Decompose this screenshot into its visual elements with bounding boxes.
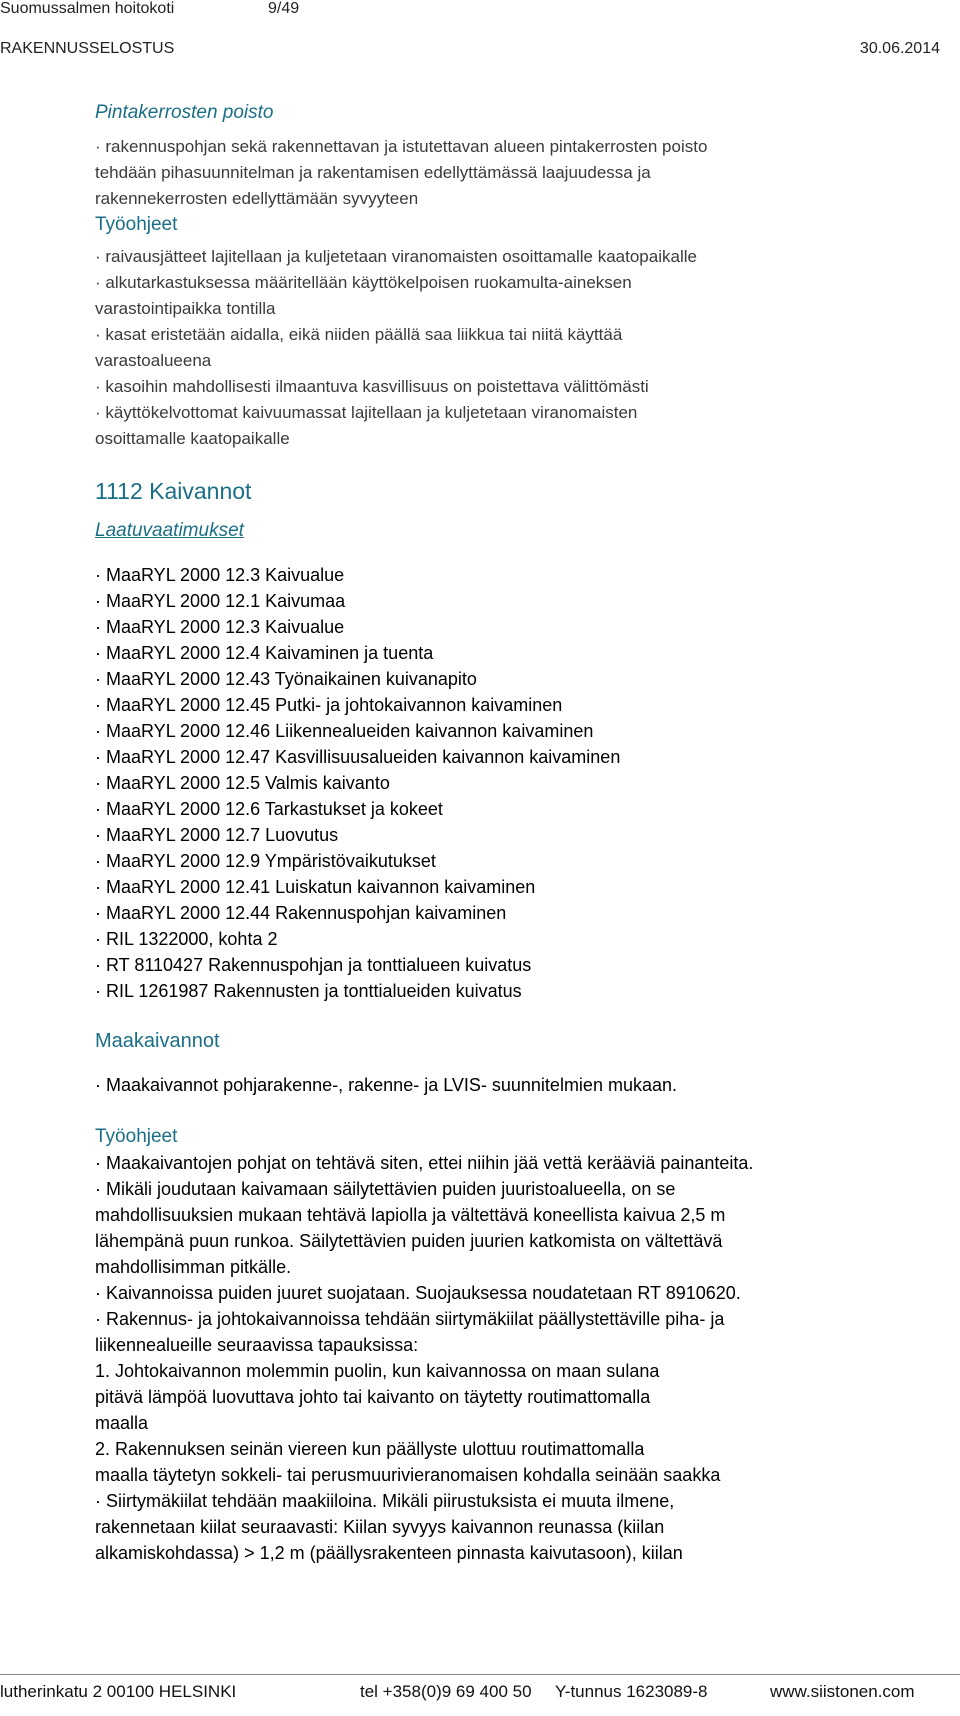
text-line: pitävä lämpöä luovuttava johto tai kaivanto on täytetty routimattomalla xyxy=(95,1387,651,1407)
text-line: · rakennuspohjan sekä rakennettavan ja istutettavan alueen pintakerrosten poisto xyxy=(95,137,708,156)
header-doc-type: RAKENNUSSELOSTUS xyxy=(0,40,175,57)
text-line: rakennekerrosten edellyttämään syvyyteen xyxy=(95,189,419,208)
text-line: · Rakennus- ja johtokaivannoissa tehdään siirtymäkiilat päällystettäville piha- ja xyxy=(95,1309,725,1329)
text-line: maalla xyxy=(95,1413,149,1433)
list-item: · MaaRYL 2000 12.5 Valmis kaivanto xyxy=(95,773,390,793)
section3-paragraph xyxy=(95,1150,915,1566)
section-title-pintakerrosten: Pintakerrosten poisto xyxy=(95,102,274,123)
list-item: · RT 8110427 Rakennuspohjan ja tonttialueen kuivatus xyxy=(95,955,532,975)
text-line: · Siirtymäkiilat tehdään maakiiloina. Mikäli piirustuksista ei muuta ilmene, xyxy=(95,1491,675,1511)
text-line: · Mikäli joudutaan kaivamaan säilytettävien puiden juuristoalueella, on se xyxy=(95,1179,676,1199)
text-line: · Kaivannoissa puiden juuret suojataan. Suojauksessa noudatetaan RT 8910620. xyxy=(95,1283,741,1303)
text-line: · raivausjätteet lajitellaan ja kuljetetaan viranomaisten osoittamalle kaatopaikalle xyxy=(95,247,697,266)
section3-subtitle: Työohjeet xyxy=(95,1126,178,1147)
text-line: · Maakaivantojen pohjat on tehtävä siten, ettei niihin jää vettä kerääviä painanteita. xyxy=(95,1153,754,1173)
text-line: mahdollisimman pitkälle. xyxy=(95,1257,292,1277)
standards-list xyxy=(95,562,915,1004)
section1-subtitle: Työohjeet xyxy=(95,214,178,235)
text-line: tehdään pihasuunnitelman ja rakentamisen edellyttämässä laajuudessa ja xyxy=(95,163,651,182)
list-item: · RIL 1322000, kohta 2 xyxy=(95,929,278,949)
list-item: · MaaRYL 2000 12.4 Kaivaminen ja tuenta xyxy=(95,643,434,663)
list-item: · MaaRYL 2000 12.3 Kaivualue xyxy=(95,565,345,585)
list-item: · RIL 1261987 Rakennusten ja tonttialueiden kuivatus xyxy=(95,981,522,1001)
header-date: 30.06.2014 xyxy=(859,40,940,57)
footer-phone: tel +358(0)9 69 400 50 xyxy=(360,1682,532,1701)
section2-subtitle: Laatuvaatimukset xyxy=(95,520,244,541)
list-item: · MaaRYL 2000 12.3 Kaivualue xyxy=(95,617,345,637)
section1-paragraph xyxy=(95,134,915,212)
section3-intro xyxy=(95,1072,915,1098)
list-item: · MaaRYL 2000 12.45 Putki- ja johtokaivannon kaivaminen xyxy=(95,695,563,715)
text-line: · kasat eristetään aidalla, eikä niiden päällä saa liikkua tai niitä käyttää xyxy=(95,325,623,344)
list-item: · MaaRYL 2000 12.9 Ympäristövaikutukset xyxy=(95,851,436,871)
section-title-kaivannot: 1112 Kaivannot xyxy=(95,478,252,504)
section1-work-list xyxy=(95,244,915,452)
text-line: lähempänä puun runkoa. Säilytettävien puiden juurien katkomista on vältettävä xyxy=(95,1231,723,1251)
footer-ytunnus: Y-tunnus 1623089-8 xyxy=(555,1682,708,1701)
text-line: mahdollisuuksien mukaan tehtävä lapiolla ja vältettävä koneellista kaivua 2,5 m xyxy=(95,1205,726,1225)
text-line: alkamiskohdassa) > 1,2 m (päällysrakenteen pinnasta kaivutasoon), kiilan xyxy=(95,1543,683,1563)
list-item: · MaaRYL 2000 12.7 Luovutus xyxy=(95,825,339,845)
text-line: varastoalueena xyxy=(95,351,212,370)
text-line: osoittamalle kaatopaikalle xyxy=(95,429,290,448)
text-line: rakennetaan kiilat seuraavasti: Kiilan syvyys kaivannon reunassa (kiilan xyxy=(95,1517,665,1537)
text-line: 2. Rakennuksen seinän viereen kun päällyste ulottuu routimattomalla xyxy=(95,1439,645,1459)
list-item: · MaaRYL 2000 12.41 Luiskatun kaivannon kaivaminen xyxy=(95,877,536,897)
text-line: · kasoihin mahdollisesti ilmaantuva kasvillisuus on poistettava välittömästi xyxy=(95,377,649,396)
text-line: · alkutarkastuksessa määritellään käyttökelpoisen ruokamulta-aineksen xyxy=(95,273,632,292)
list-item: · MaaRYL 2000 12.47 Kasvillisuusalueiden kaivannon kaivaminen xyxy=(95,747,621,767)
list-item: · MaaRYL 2000 12.46 Liikennealueiden kaivannon kaivaminen xyxy=(95,721,594,741)
text-line: liikennealueille seuraavissa tapauksissa: xyxy=(95,1335,419,1355)
footer-website[interactable]: www.siistonen.com xyxy=(770,1682,915,1701)
text-line: varastointipaikka tontilla xyxy=(95,299,276,318)
footer-address: lutherinkatu 2 00100 HELSINKI xyxy=(0,1682,237,1701)
footer-divider xyxy=(0,1674,960,1675)
text-line: · Maakaivannot pohjarakenne-, rakenne- ja LVIS- suunnitelmien mukaan. xyxy=(95,1075,677,1095)
list-item: · MaaRYL 2000 12.1 Kaivumaa xyxy=(95,591,346,611)
text-line: 1. Johtokaivannon molemmin puolin, kun kaivannossa on maan sulana xyxy=(95,1361,660,1381)
section-title-maakaivannot: Maakaivannot xyxy=(95,1030,220,1052)
document-body xyxy=(95,100,915,1566)
text-line: · käyttökelvottomat kaivuumassat lajitellaan ja kuljetetaan viranomaisten xyxy=(95,403,638,422)
list-item: · MaaRYL 2000 12.6 Tarkastukset ja kokeet xyxy=(95,799,443,819)
header-project: Suomussalmen hoitokoti xyxy=(0,0,175,17)
header-page-number: 9/49 xyxy=(268,0,300,17)
text-line: maalla täytetyn sokkeli- tai perusmuurivieranomaisen kohdalla seinään saakka xyxy=(95,1465,721,1485)
list-item: · MaaRYL 2000 12.43 Työnaikainen kuivanapito xyxy=(95,669,477,689)
list-item: · MaaRYL 2000 12.44 Rakennuspohjan kaivaminen xyxy=(95,903,507,923)
